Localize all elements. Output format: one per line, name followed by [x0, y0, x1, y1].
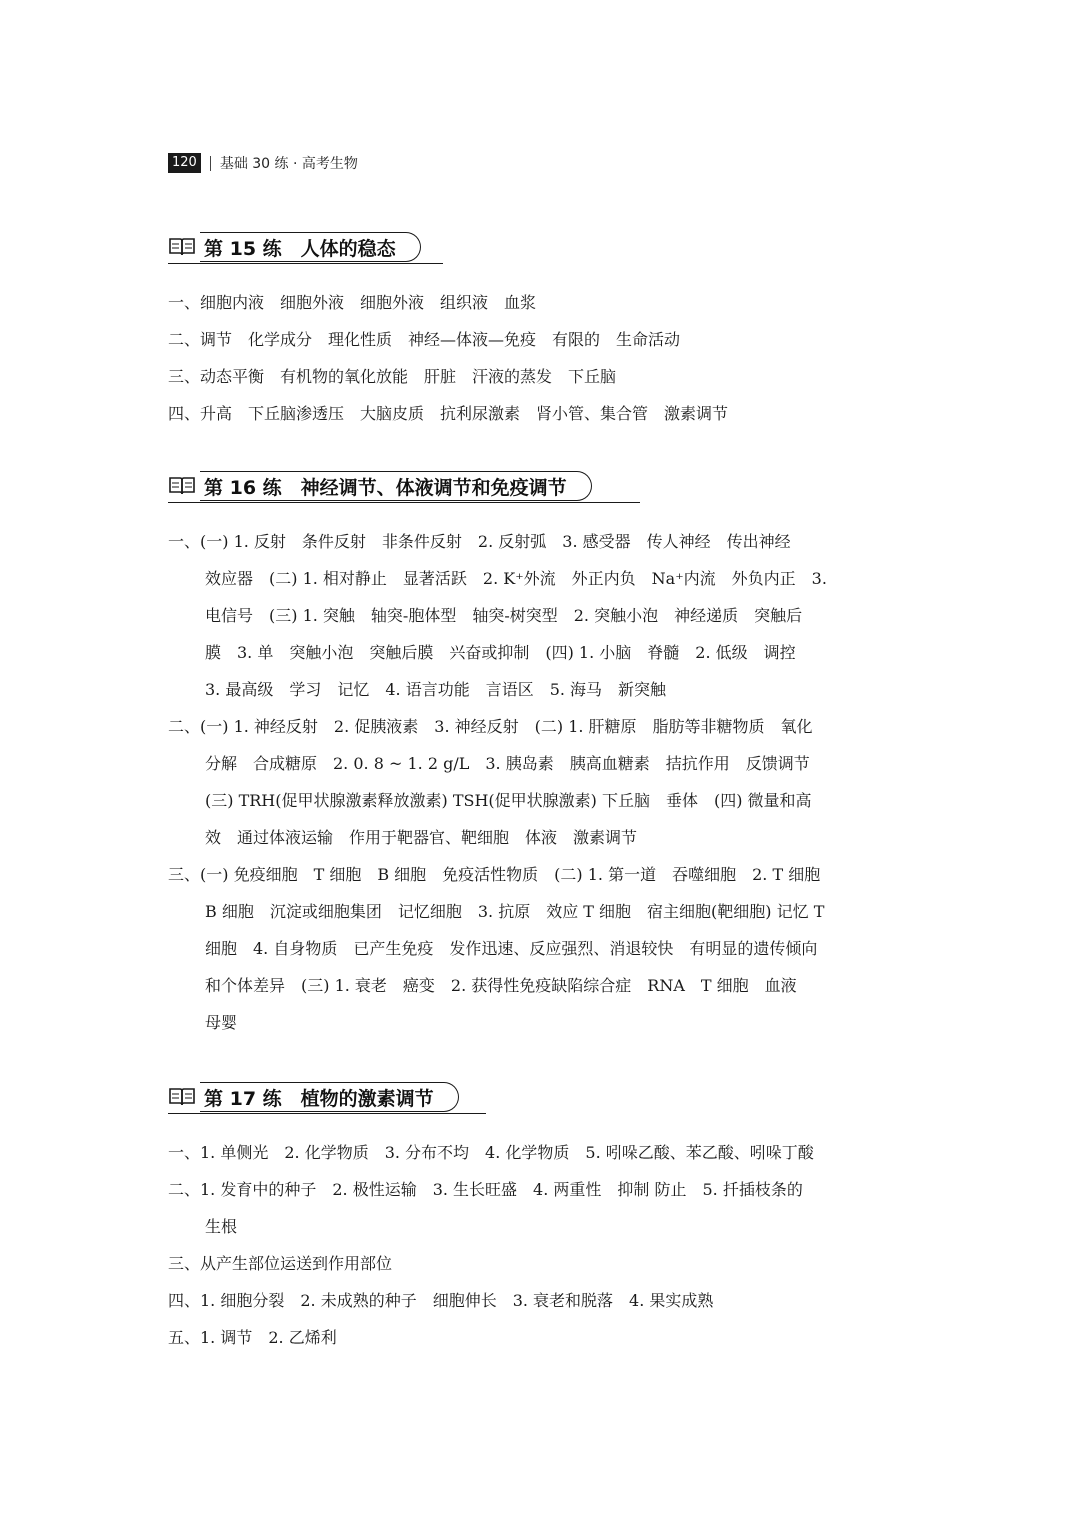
answer-line: B 细胞 沉淀或细胞集团 记忆细胞 3. 抗原 效应 T 细胞 宿主细胞(靶细胞) 记忆 T: [205, 902, 825, 921]
answer-line: 分解 合成糖原 2. 0. 8 ~ 1. 2 g/L 3. 胰岛素 胰高血糖素 拮抗作用 反馈调节: [205, 754, 810, 773]
answer-line: 二、调节 化学成分 理化性质 神经—体液—免疫 有限的 生命活动: [168, 330, 681, 349]
answer-lines: [168, 284, 928, 432]
answer-line: 三、动态平衡 有机物的氧化放能 肝脏 汗液的蒸发 下丘脑: [168, 367, 617, 386]
answer-line: 电信号 (三) 1. 突触 轴突-胞体型 轴突-树突型 2. 突触小泡 神经递质 突触后: [205, 606, 803, 625]
answer-line: 五、1. 调节 2. 乙烯利: [168, 1328, 337, 1347]
answer-line: 和个体差异 (三) 1. 衰老 癌变 2. 获得性免疫缺陷综合症 RNA T 细胞 血液: [205, 976, 797, 995]
title-underline: [168, 1113, 486, 1115]
answer-line: 三、从产生部位运送到作用部位: [168, 1254, 393, 1273]
section-title: [168, 471, 928, 501]
section-16: [168, 471, 928, 1041]
book-title: 基础 30 练 · 高考生物: [219, 156, 358, 172]
answer-line: 一、1. 单侧光 2. 化学物质 3. 分布不均 4. 化学物质 5. 吲哚乙酸、苯乙酸、吲哚丁酸: [168, 1143, 814, 1162]
section-title-text: 第 16 练 神经调节、体液调节和免疫调节: [200, 471, 592, 501]
answer-line: 三、(一) 免疫细胞 T 细胞 B 细胞 免疫活性物质 (二) 1. 第一道 吞噬细胞 2. T 细胞: [168, 865, 821, 884]
page-header: [168, 152, 358, 174]
section-title: [168, 1082, 928, 1112]
answer-line: (三) TRH(促甲状腺激素释放激素) TSH(促甲状腺激素) 下丘脑 垂体 (四) 微量和高: [205, 791, 812, 810]
answer-line: 一、(一) 1. 反射 条件反射 非条件反射 2. 反射弧 3. 感受器 传人神经 传出神经: [168, 532, 791, 551]
answer-line: 细胞 4. 自身物质 已产生免疫 发作迅速、反应强烈、消退较快 有明显的遗传倾向: [205, 939, 818, 958]
title-underline: [168, 502, 640, 504]
book-icon: [168, 475, 196, 497]
answer-line: 效应器 (二) 1. 相对静止 显著活跃 2. K⁺外流 外正内负 Na⁺内流 外负内正 3.: [205, 569, 827, 588]
header-divider: [210, 156, 211, 171]
answer-line: 生根: [205, 1217, 238, 1236]
title-underline: [168, 263, 443, 265]
section-title: [168, 232, 928, 262]
answer-lines: [168, 1134, 928, 1356]
answer-line: 3. 最高级 学习 记忆 4. 语言功能 言语区 5. 海马 新突触: [205, 680, 667, 699]
section-17: [168, 1082, 928, 1356]
answer-line: 一、细胞内液 细胞外液 细胞外液 组织液 血浆: [168, 293, 537, 312]
page-number: 120: [168, 153, 201, 173]
book-icon: [168, 1086, 196, 1108]
answer-line: 四、1. 细胞分裂 2. 未成熟的种子 细胞伸长 3. 衰老和脱落 4. 果实成熟: [168, 1291, 714, 1310]
answer-line: 母婴: [205, 1013, 238, 1032]
answer-line: 二、(一) 1. 神经反射 2. 促胰液素 3. 神经反射 (二) 1. 肝糖原 脂肪等非糖物质 氧化: [168, 717, 813, 736]
section-title-text: 第 15 练 人体的稳态: [200, 232, 421, 262]
answer-line: 四、升高 下丘脑渗透压 大脑皮质 抗利尿激素 肾小管、集合管 激素调节: [168, 404, 729, 423]
answer-line: 二、1. 发育中的种子 2. 极性运输 3. 生长旺盛 4. 两重性 抑制 防止 5. 扦插枝条的: [168, 1180, 803, 1199]
answer-line: 膜 3. 单 突触小泡 突触后膜 兴奋或抑制 (四) 1. 小脑 脊髓 2. 低级 调控: [205, 643, 796, 662]
book-icon: [168, 236, 196, 258]
answer-lines: [168, 523, 928, 1041]
section-15: [168, 232, 928, 432]
section-title-text: 第 17 练 植物的激素调节: [200, 1082, 459, 1112]
answer-line: 效 通过体液运输 作用于靶器官、靶细胞 体液 激素调节: [205, 828, 638, 847]
